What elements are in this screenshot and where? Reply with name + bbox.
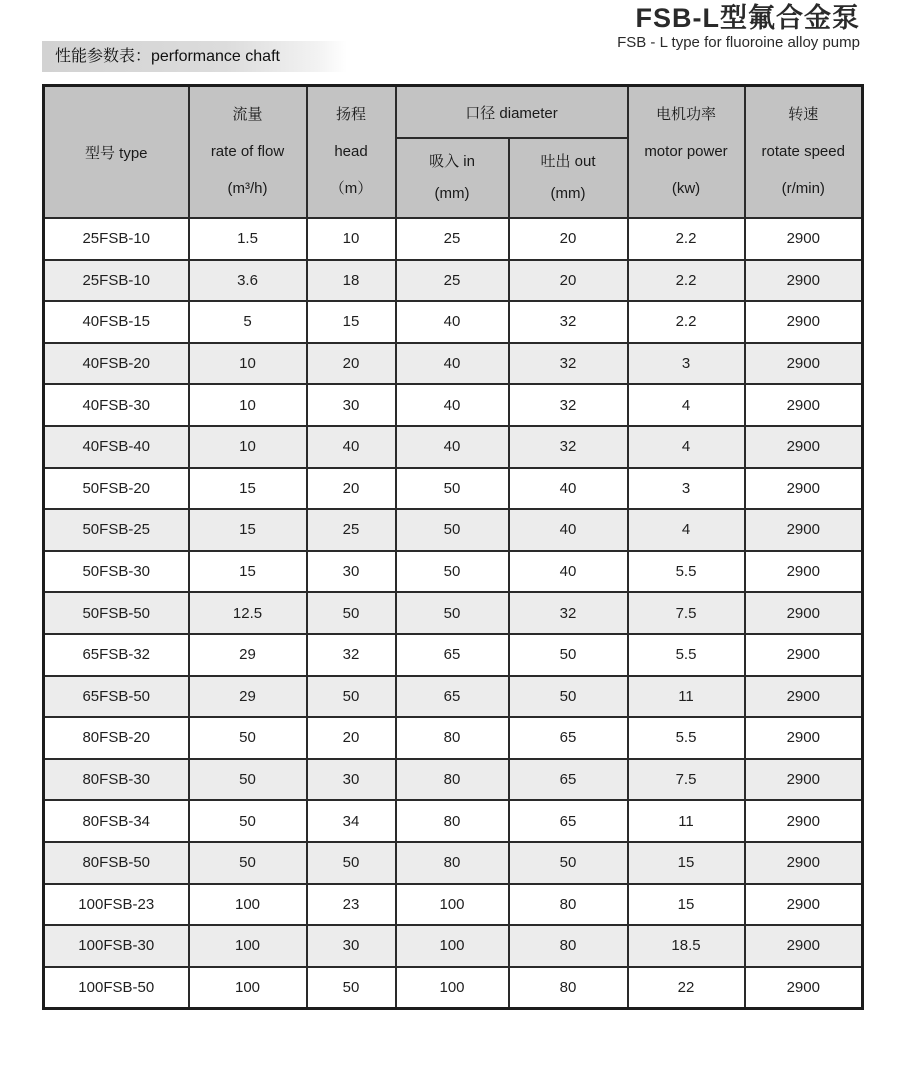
cell: 40 [396,426,509,468]
cell: 50 [396,551,509,593]
col-header-inlet [396,138,509,218]
cell: 65FSB-50 [44,676,189,718]
cell: 30 [307,925,396,967]
cell: 34 [307,800,396,842]
cell: 10 [189,426,307,468]
cell: 20 [307,468,396,510]
cell: 7.5 [628,759,745,801]
cell: 12.5 [189,592,307,634]
cell: 2900 [745,509,863,551]
cell: 5 [189,301,307,343]
cell: 50 [307,592,396,634]
col-header-flow [189,86,307,219]
cell: 80 [396,800,509,842]
cell: 2900 [745,301,863,343]
cell: 50FSB-50 [44,592,189,634]
page-title-en: FSB - L type for fluoroine alloy pump [617,34,860,51]
cell: 5.5 [628,634,745,676]
cell: 40 [396,343,509,385]
col-header-type [44,86,189,219]
col-header-power-unit: (kw) [671,180,701,197]
cell: 18.5 [628,925,745,967]
cell: 2900 [745,260,863,302]
table-row [44,842,863,884]
cell: 40 [509,509,628,551]
col-header-speed-cn: 转速 [788,106,819,123]
col-header-flow-en: rate of flow [210,143,285,160]
cell: 2900 [745,468,863,510]
cell: 40FSB-15 [44,301,189,343]
col-header-outlet [509,138,628,218]
cell: 50 [189,800,307,842]
cell: 50 [189,717,307,759]
cell: 15 [189,468,307,510]
cell: 50 [509,634,628,676]
cell: 50 [189,759,307,801]
table-row [44,468,863,510]
col-header-power-cn: 电机功率 [655,106,716,123]
section-label: 性能参数表：performance chaft [42,41,347,72]
table-row [44,426,863,468]
cell: 2900 [745,800,863,842]
cell: 100FSB-50 [44,967,189,1009]
table-row [44,343,863,385]
cell: 65FSB-32 [44,634,189,676]
cell: 20 [307,717,396,759]
cell: 30 [307,551,396,593]
cell: 4 [628,509,745,551]
cell: 50FSB-25 [44,509,189,551]
cell: 29 [189,634,307,676]
performance-table [42,84,864,1010]
cell: 4 [628,384,745,426]
cell: 7.5 [628,592,745,634]
cell: 100 [396,884,509,926]
cell: 32 [509,301,628,343]
col-header-head-en: head [334,143,368,160]
cell: 25 [307,509,396,551]
col-header-speed-en: rotate speed [761,143,845,160]
cell: 2900 [745,218,863,260]
cell: 100 [189,925,307,967]
cell: 23 [307,884,396,926]
col-header-outlet-label: 吐出 out [540,153,596,171]
cell: 100 [396,967,509,1009]
cell: 100FSB-23 [44,884,189,926]
table-row [44,925,863,967]
cell: 80FSB-50 [44,842,189,884]
cell: 100 [189,884,307,926]
cell: 80FSB-30 [44,759,189,801]
cell: 15 [307,301,396,343]
cell: 50 [396,592,509,634]
col-header-power-en: motor power [644,143,728,160]
cell: 80 [509,925,628,967]
cell: 25 [396,218,509,260]
cell: 50 [307,967,396,1009]
cell: 65 [396,676,509,718]
cell: 40FSB-30 [44,384,189,426]
cell: 32 [509,343,628,385]
cell: 40 [396,384,509,426]
cell: 2900 [745,925,863,967]
cell: 2900 [745,343,863,385]
cell: 100 [189,967,307,1009]
cell: 25FSB-10 [44,218,189,260]
cell: 10 [307,218,396,260]
cell: 50 [396,468,509,510]
cell: 15 [189,551,307,593]
cell: 29 [189,676,307,718]
cell: 2900 [745,592,863,634]
table-row [44,759,863,801]
table-row [44,676,863,718]
cell: 2.2 [628,301,745,343]
cell: 65 [509,800,628,842]
col-header-inlet-unit: (mm) [434,184,470,202]
cell: 22 [628,967,745,1009]
cell: 15 [628,842,745,884]
cell: 25 [396,260,509,302]
cell: 80 [396,759,509,801]
cell: 40 [307,426,396,468]
cell: 5.5 [628,717,745,759]
cell: 18 [307,260,396,302]
cell: 15 [628,884,745,926]
cell: 20 [307,343,396,385]
col-header-flow-unit: (m³/h) [227,180,268,197]
col-header-speed [745,86,863,219]
table-row [44,218,863,260]
cell: 3 [628,343,745,385]
table-row [44,967,863,1009]
col-header-power [628,86,745,219]
cell: 11 [628,676,745,718]
cell: 2900 [745,426,863,468]
cell: 2900 [745,967,863,1009]
cell: 15 [189,509,307,551]
col-header-diameter-label: 口径 diameter [465,104,558,122]
cell: 2900 [745,884,863,926]
cell: 2900 [745,551,863,593]
cell: 1.5 [189,218,307,260]
table-header [44,86,863,219]
cell: 2.2 [628,260,745,302]
page-title-cn: FSB-L型氟合金泵 [635,3,860,33]
cell: 50 [307,676,396,718]
table-row [44,717,863,759]
cell: 40 [509,468,628,510]
cell: 2.2 [628,218,745,260]
table-row [44,384,863,426]
cell: 65 [396,634,509,676]
table-row [44,260,863,302]
cell: 50 [307,842,396,884]
cell: 100 [396,925,509,967]
cell: 50 [396,509,509,551]
cell: 65 [509,717,628,759]
cell: 50FSB-20 [44,468,189,510]
col-header-type-label: 型号 type [84,144,148,162]
cell: 32 [307,634,396,676]
table-row [44,509,863,551]
cell: 2900 [745,717,863,759]
cell: 50 [509,842,628,884]
cell: 50 [189,842,307,884]
cell: 30 [307,384,396,426]
cell: 80FSB-34 [44,800,189,842]
cell: 80FSB-20 [44,717,189,759]
cell: 80 [396,842,509,884]
cell: 20 [509,218,628,260]
cell: 50 [509,676,628,718]
table-row [44,551,863,593]
cell: 2900 [745,384,863,426]
cell: 2900 [745,842,863,884]
col-header-head-unit: （m） [329,180,373,197]
cell: 5.5 [628,551,745,593]
cell: 40 [396,301,509,343]
table-body [44,218,863,1009]
cell: 4 [628,426,745,468]
cell: 80 [509,884,628,926]
cell: 65 [509,759,628,801]
cell: 3 [628,468,745,510]
cell: 40 [509,551,628,593]
cell: 32 [509,592,628,634]
cell: 10 [189,343,307,385]
cell: 32 [509,384,628,426]
col-header-inlet-label: 吸入 in [429,153,475,171]
table-row [44,800,863,842]
col-header-flow-cn: 流量 [232,106,263,123]
table-row [44,634,863,676]
col-header-head-cn: 扬程 [335,106,366,123]
col-header-outlet-unit: (mm) [550,184,586,202]
cell: 40FSB-20 [44,343,189,385]
table-row [44,301,863,343]
table-row [44,884,863,926]
cell: 2900 [745,676,863,718]
cell: 30 [307,759,396,801]
table-row [44,592,863,634]
col-header-diameter [396,86,628,139]
cell: 32 [509,426,628,468]
page-title-block [617,2,860,52]
cell: 40FSB-40 [44,426,189,468]
cell: 50FSB-30 [44,551,189,593]
cell: 2900 [745,759,863,801]
col-header-head [307,86,396,219]
cell: 20 [509,260,628,302]
cell: 2900 [745,634,863,676]
cell: 100FSB-30 [44,925,189,967]
cell: 80 [509,967,628,1009]
cell: 80 [396,717,509,759]
cell: 25FSB-10 [44,260,189,302]
cell: 10 [189,384,307,426]
cell: 3.6 [189,260,307,302]
cell: 11 [628,800,745,842]
col-header-speed-unit: (r/min) [781,180,825,197]
